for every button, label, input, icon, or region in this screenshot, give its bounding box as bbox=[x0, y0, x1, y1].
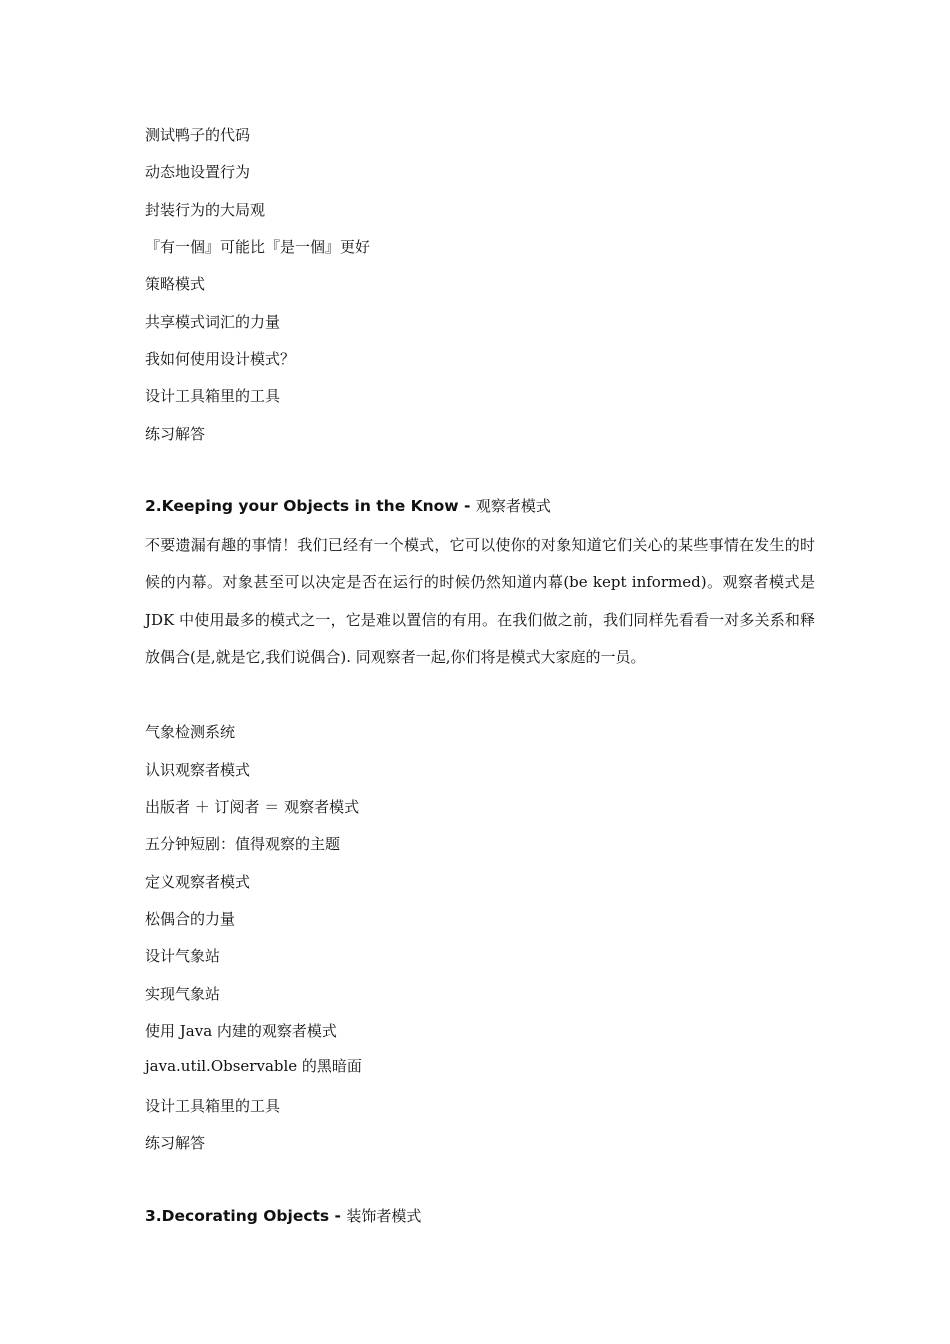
toc-item: 策略模式 bbox=[145, 275, 206, 293]
section-heading-subtitle: 观察者模式 bbox=[475, 497, 551, 515]
toc-item: 出版者 ＋ 订阅者 ＝ 观察者模式 bbox=[145, 798, 360, 816]
toc-item: 使用 Java 内建的观察者模式 bbox=[145, 1022, 337, 1040]
section-heading bbox=[145, 1206, 421, 1226]
toc-item: 设计工具箱里的工具 bbox=[145, 1097, 281, 1115]
toc-item: 实现气象站 bbox=[145, 985, 221, 1003]
toc-item: 共享模式词汇的力量 bbox=[145, 313, 281, 331]
section-heading bbox=[145, 496, 551, 516]
section-heading-subtitle: 装饰者模式 bbox=[346, 1207, 422, 1225]
toc-item: 测试鸭子的代码 bbox=[145, 126, 251, 144]
toc-item: 练习解答 bbox=[145, 425, 206, 443]
toc-item: 练习解答 bbox=[145, 1134, 206, 1152]
section-description: 不要遗漏有趣的事情！我们已经有一个模式，它可以使你的对象知道它们关心的某些事情在发生的时候的内幕。对象甚至可以决定是否在运行的时候仍然知道内幕(be kept informed)。观察者模式是 JDK 中使用最多的模式之一，它是难以置信的有用。在我们做之前，我们同样先看看一对多关系和释放偶合(是,就是它,我们说偶合). 同观察者一起,你们将是模式大家庭的一员。 bbox=[145, 536, 815, 666]
toc-item: 认识观察者模式 bbox=[145, 761, 251, 779]
toc-item: 五分钟短剧：值得观察的主题 bbox=[145, 835, 341, 853]
toc-item: 设计工具箱里的工具 bbox=[145, 387, 281, 405]
toc-item: 我如何使用设计模式？ bbox=[145, 350, 296, 368]
section-heading-title: 3.Decorating Objects - bbox=[145, 1207, 347, 1225]
toc-item: 松偶合的力量 bbox=[145, 910, 236, 928]
toc-item: 动态地设置行为 bbox=[145, 163, 251, 181]
section-heading-title: 2.Keeping your Objects in the Know - bbox=[145, 497, 476, 515]
toc-item: 封装行为的大局观 bbox=[145, 201, 266, 219]
toc-item: java.util.Observable 的黑暗面 bbox=[145, 1057, 362, 1075]
toc-item: 『有一個』可能比『是一個』更好 bbox=[145, 238, 371, 256]
toc-item: 定义观察者模式 bbox=[145, 873, 251, 891]
toc-item: 气象检测系统 bbox=[145, 723, 236, 741]
toc-item: 设计气象站 bbox=[145, 947, 221, 965]
